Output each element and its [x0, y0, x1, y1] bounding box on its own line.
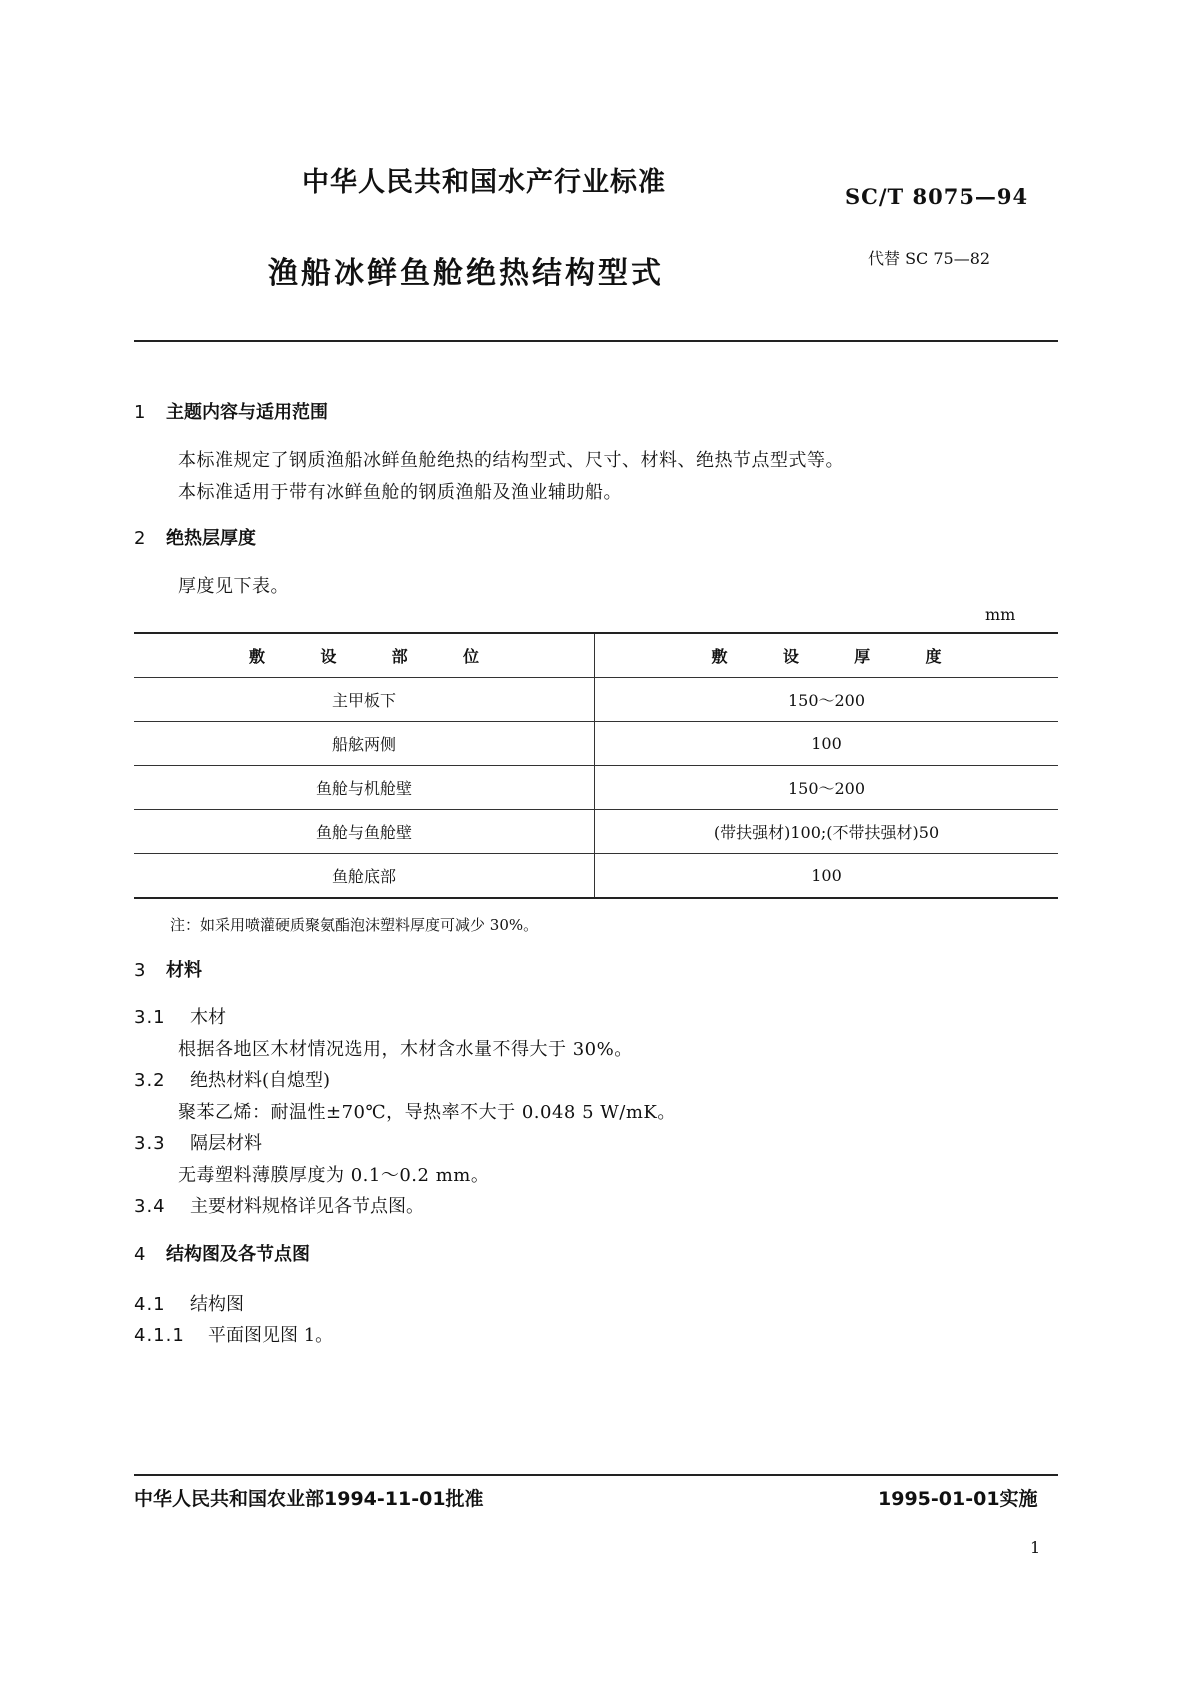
- section-1-paragraph-2: 本标准适用于带有冰鲜鱼舱的钢质渔船及渔业辅助船。: [178, 482, 622, 503]
- header-char: 敷: [249, 647, 266, 666]
- header-char: 设: [320, 647, 337, 666]
- section-1-heading: [134, 398, 328, 424]
- subsection-number: 3.3: [134, 1133, 166, 1154]
- effective-date: 1995-01-01实施: [878, 1488, 1038, 1510]
- cell-thickness: 150～200: [595, 678, 1059, 722]
- cell-location: 鱼舱与鱼舱壁: [134, 810, 595, 854]
- section-title: 主题内容与适用范围: [166, 402, 328, 423]
- table-row: [134, 810, 1058, 854]
- cell-location: 鱼舱底部: [134, 854, 595, 899]
- cell-thickness: 100: [595, 854, 1059, 899]
- cell-thickness: (带扶强材)100;(不带扶强材)50: [595, 810, 1059, 854]
- subsection-3-2-text: 聚苯乙烯：耐温性±70℃，导热率不大于 0.048 5 W/mK。: [178, 1102, 676, 1123]
- table-row: [134, 766, 1058, 810]
- header-char: 设: [782, 647, 799, 666]
- table-row: [134, 854, 1058, 899]
- section-title: 结构图及各节点图: [166, 1244, 310, 1265]
- subsection-4-1: [134, 1290, 244, 1316]
- header-char: 位: [462, 647, 479, 666]
- table-unit: mm: [985, 605, 1016, 624]
- table-note: 注：如采用喷灌硬质聚氨酯泡沫塑料厚度可减少 30%。: [170, 916, 539, 934]
- footer-divider: [134, 1474, 1058, 1476]
- section-2-paragraph: 厚度见下表。: [178, 576, 289, 597]
- header-char: 部: [391, 647, 408, 666]
- subsection-title: 结构图: [190, 1294, 244, 1315]
- standard-organization-title: 中华人民共和国水产行业标准: [302, 167, 666, 198]
- subsection-3-1: [134, 1003, 226, 1029]
- section-number: 4: [134, 1244, 146, 1265]
- subsection-3-2: [134, 1066, 330, 1092]
- subsection-number: 3.4: [134, 1196, 166, 1217]
- page-number: 1: [1030, 1538, 1041, 1557]
- subsection-number: 3.1: [134, 1007, 166, 1028]
- header-char: 敷: [711, 647, 728, 666]
- cell-location: 主甲板下: [134, 678, 595, 722]
- section-number: 2: [134, 528, 146, 549]
- subsection-3-3-text: 无毒塑料薄膜厚度为 0.1～0.2 mm。: [178, 1165, 490, 1186]
- header-char: 度: [925, 647, 942, 666]
- document-title: 渔船冰鲜鱼舱绝热结构型式: [268, 256, 664, 291]
- subsection-title: 平面图见图 1。: [208, 1325, 334, 1346]
- subsection-number: 4.1.1: [134, 1325, 185, 1346]
- standard-code: SC/T 8075—94: [845, 184, 1029, 209]
- cell-thickness: 150～200: [595, 766, 1059, 810]
- table-header-row: [134, 633, 1058, 678]
- header-location: [134, 633, 595, 678]
- cell-location: 鱼舱与机舱壁: [134, 766, 595, 810]
- subsection-title: 木材: [190, 1007, 226, 1028]
- section-3-heading: [134, 956, 202, 982]
- subsection-title: 绝热材料(自熄型): [190, 1070, 331, 1091]
- subsection-3-1-text: 根据各地区木材情况选用，木材含水量不得大于 30%。: [178, 1039, 633, 1060]
- table-row: [134, 722, 1058, 766]
- approval-line: 中华人民共和国农业部1994-11-01批准: [134, 1488, 484, 1510]
- subsection-title: 主要材料规格详见各节点图。: [190, 1196, 424, 1217]
- section-4-heading: [134, 1240, 310, 1266]
- subsection-4-1-1: [134, 1321, 333, 1347]
- subsection-number: 4.1: [134, 1294, 166, 1315]
- header-char: 厚: [854, 647, 871, 666]
- subsection-3-3: [134, 1129, 262, 1155]
- insulation-thickness-table: [134, 632, 1058, 899]
- header-divider: [134, 340, 1058, 342]
- subsection-number: 3.2: [134, 1070, 166, 1091]
- section-1-paragraph-1: 本标准规定了钢质渔船冰鲜鱼舱绝热的结构型式、尺寸、材料、绝热节点型式等。: [178, 450, 844, 471]
- header-thickness: [595, 633, 1059, 678]
- section-title: 绝热层厚度: [166, 528, 256, 549]
- cell-thickness: 100: [595, 722, 1059, 766]
- section-title: 材料: [166, 960, 202, 981]
- cell-location: 船舷两侧: [134, 722, 595, 766]
- section-2-heading: [134, 524, 256, 550]
- section-number: 3: [134, 960, 146, 981]
- subsection-3-4: [134, 1192, 424, 1218]
- table-row: [134, 678, 1058, 722]
- section-number: 1: [134, 402, 146, 423]
- subsection-title: 隔层材料: [190, 1133, 262, 1154]
- replaces-standard: 代替 SC 75—82: [868, 249, 991, 268]
